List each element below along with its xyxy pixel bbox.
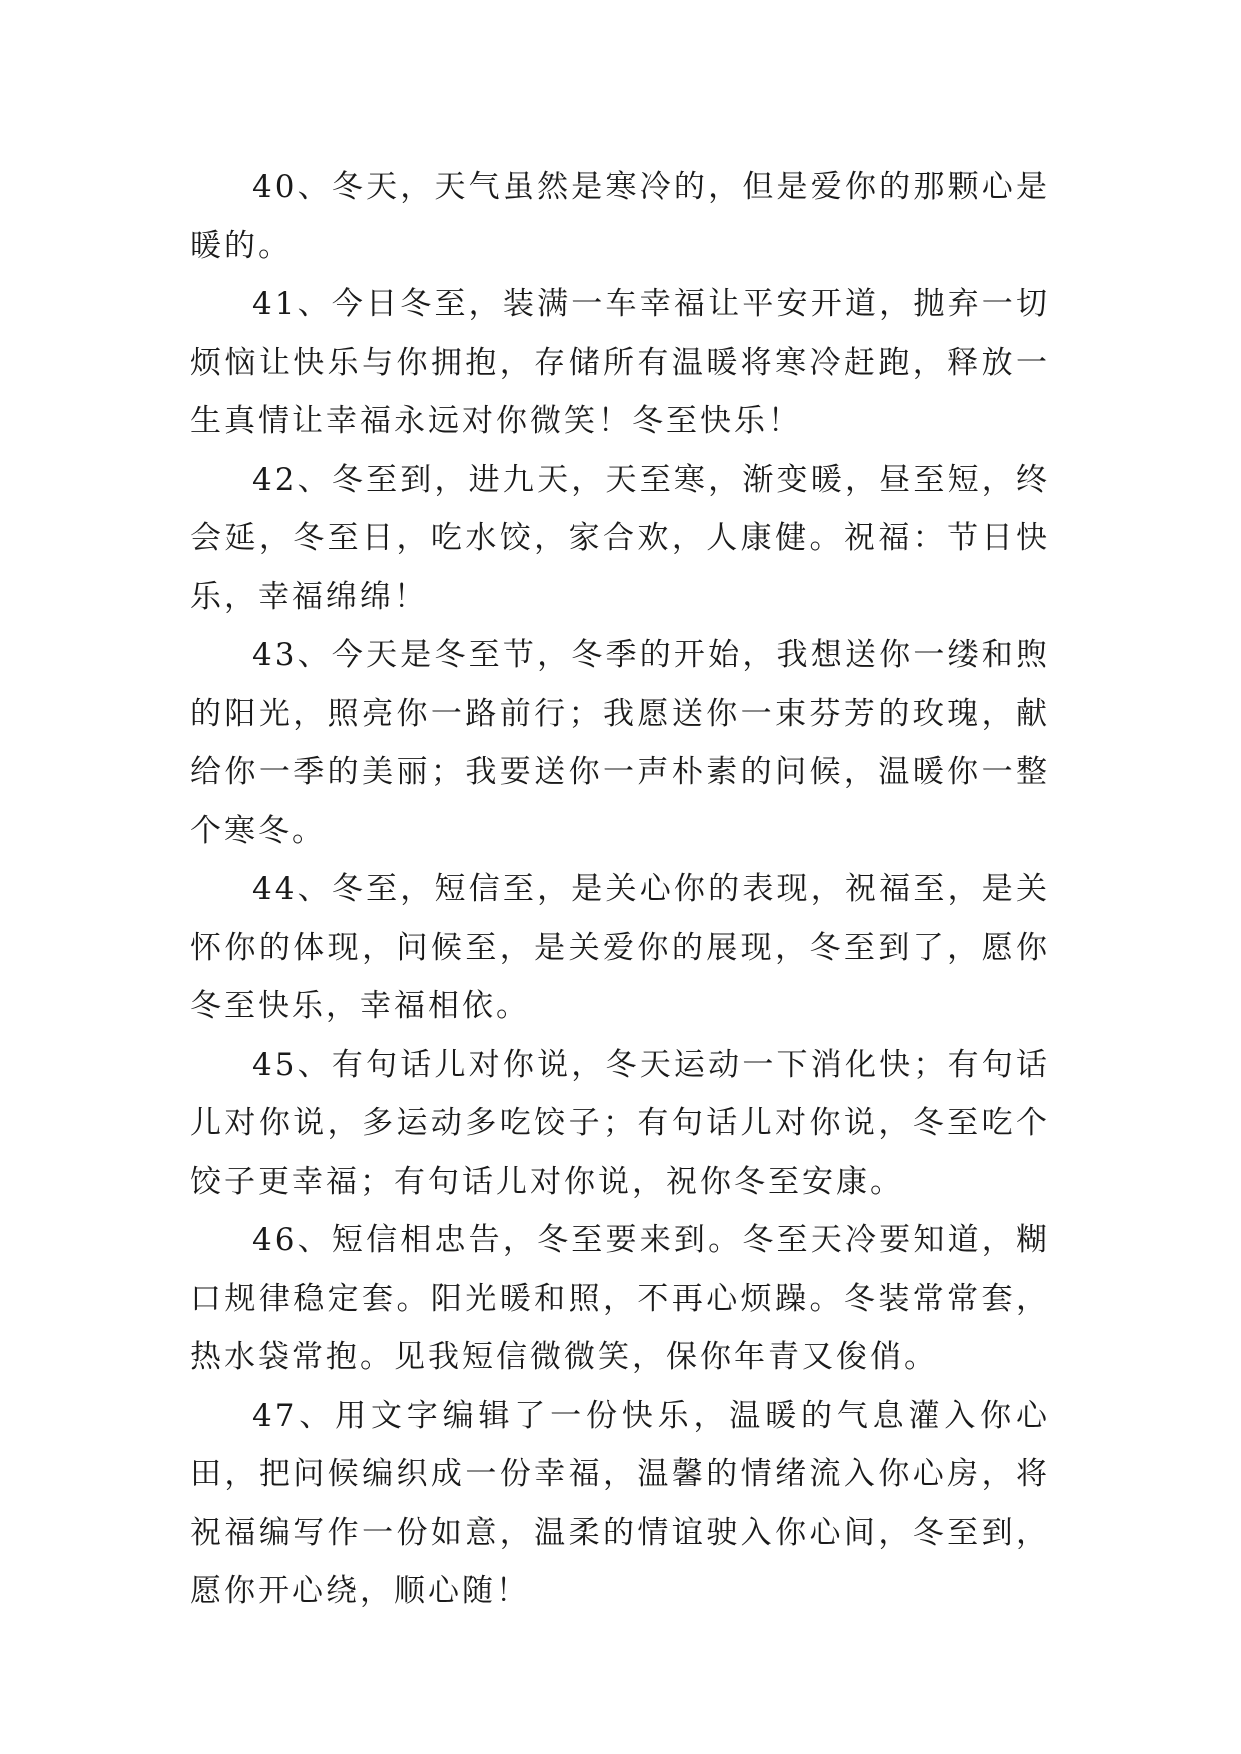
paragraph-45: 45、有句话儿对你说，冬天运动一下消化快；有句话儿对你说，多运动多吃饺子；有句话儿对你说，冬至吃个饺子更幸福；有句话儿对你说，祝你冬至安康。: [190, 1046, 1050, 1200]
paragraph-40: 40、冬天，天气虽然是寒冷的，但是爱你的那颗心是暖的。: [190, 169, 1050, 264]
paragraph-47: 47、用文字编辑了一份快乐，温暖的气息灌入你心田，把问候编织成一份幸福，温馨的情绪流入你心房，将祝福编写作一份如意，温柔的情谊驶入你心间，冬至到，愿你开心绕，顺心随！: [190, 1397, 1050, 1609]
paragraph-42: 42、冬至到，进九天，天至寒，渐变暖，昼至短，终会延，冬至日，吃水饺，家合欢，人康健。祝福：节日快乐，幸福绵绵！: [190, 461, 1050, 615]
paragraph-41: 41、今日冬至，装满一车幸福让平安开道，抛弃一切烦恼让快乐与你拥抱，存储所有温暖将寒冷赶跑，释放一生真情让幸福永远对你微笑！冬至快乐！: [190, 286, 1050, 439]
paragraph-43: 43、今天是冬至节，冬季的开始，我想送你一缕和煦的阳光，照亮你一路前行；我愿送你一束芬芳的玫瑰，献给你一季的美丽；我要送你一声朴素的问候，温暖你一整个寒冬。: [190, 637, 1050, 849]
document-body: [190, 158, 1050, 1621]
paragraph-44: 44、冬至，短信至，是关心你的表现，祝福至，是关怀你的体现，问候至，是关爱你的展现，冬至到了，愿你冬至快乐，幸福相依。: [190, 871, 1050, 1024]
paragraph-46: 46、短信相忠告，冬至要来到。冬至天冷要知道，糊口规律稳定套。阳光暖和照，不再心烦躁。冬装常常套，热水袋常抱。见我短信微微笑，保你年青又俊俏。: [190, 1222, 1050, 1375]
